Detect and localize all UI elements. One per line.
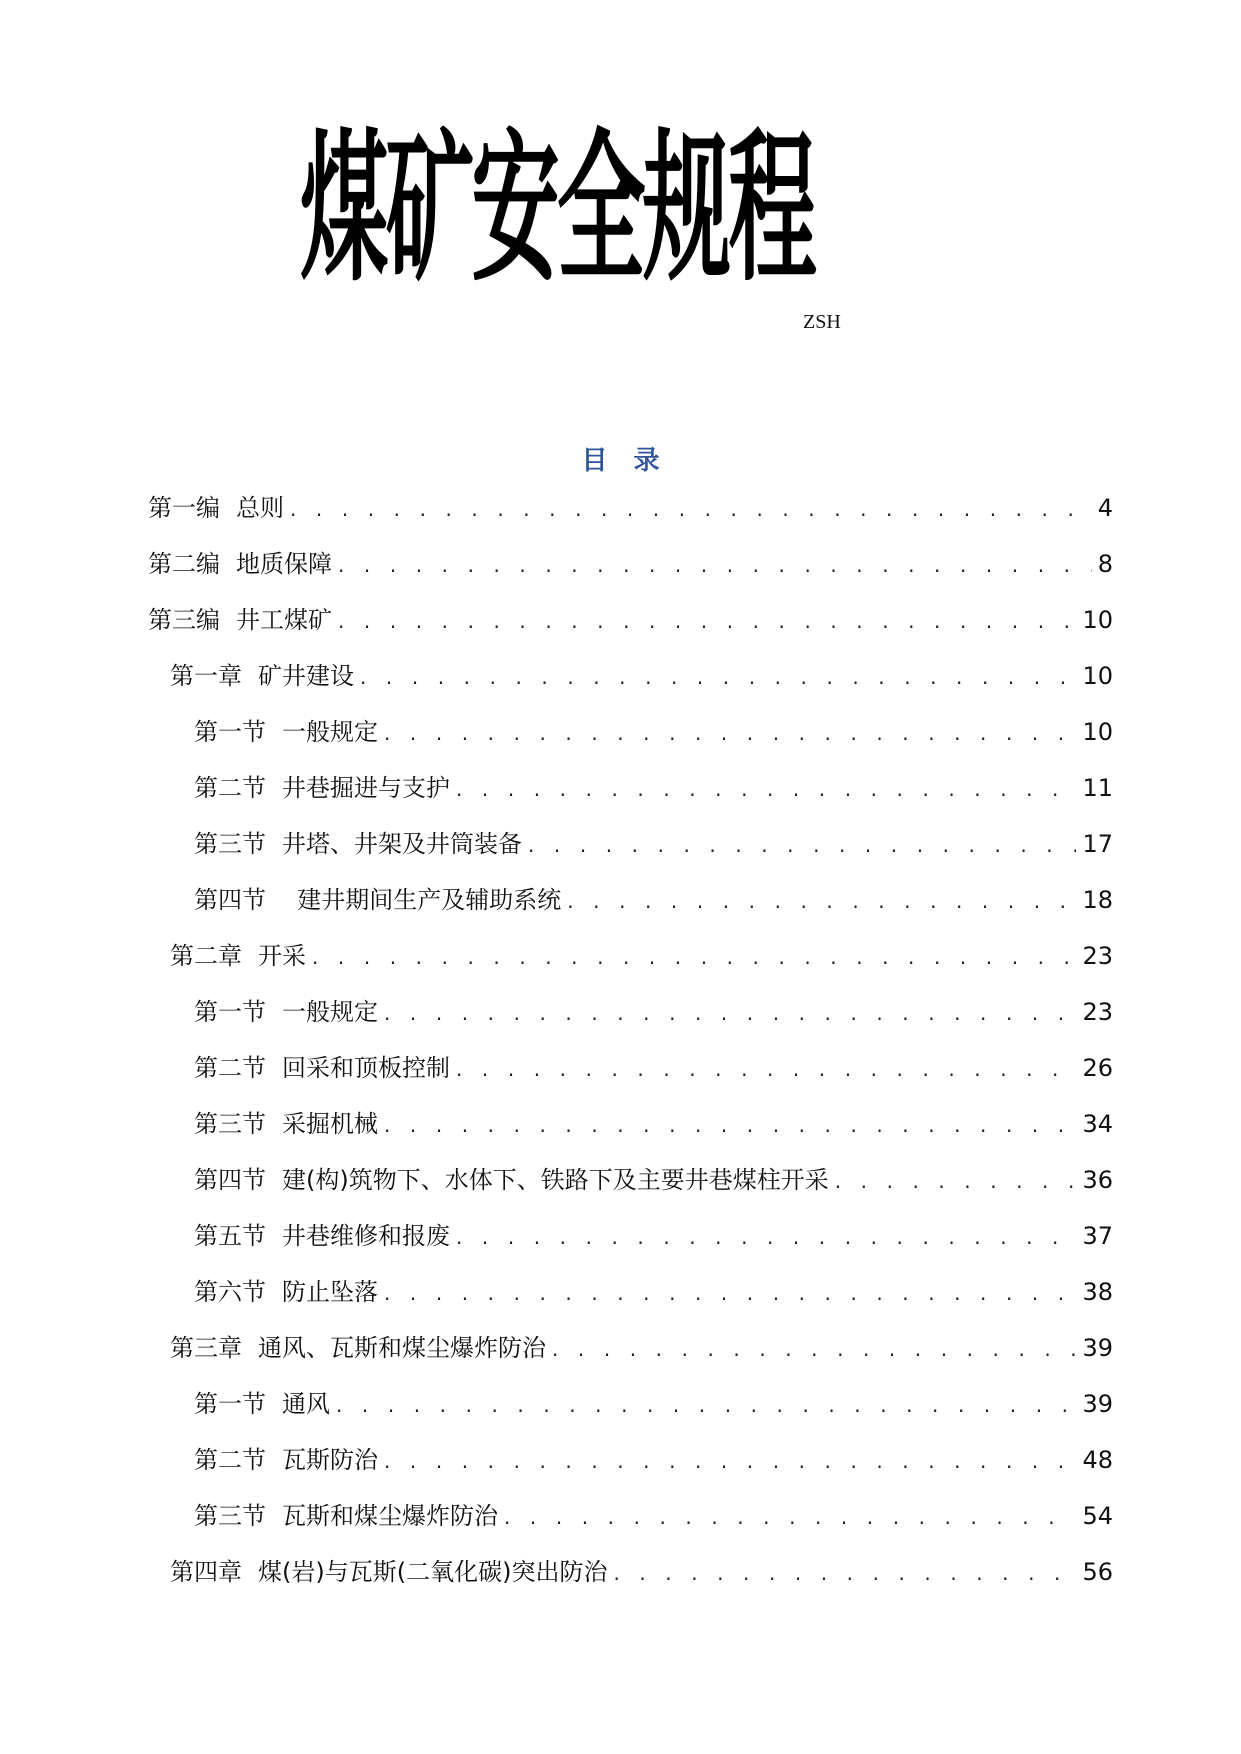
toc-entry[interactable] — [148, 717, 1113, 773]
toc-entry-page-number: 4 — [1097, 494, 1113, 522]
toc-entry-number: 第三节 — [194, 1110, 266, 1138]
toc-entry-number: 第一节 — [194, 998, 266, 1026]
toc-entry[interactable] — [148, 1389, 1113, 1445]
toc-entry-number: 第一节 — [194, 718, 266, 746]
toc-entry-page-number: 36 — [1082, 1166, 1113, 1194]
toc-entry[interactable] — [148, 1501, 1113, 1557]
toc-dot-leader — [338, 550, 1092, 580]
toc-entry[interactable] — [148, 493, 1113, 549]
toc-entry[interactable] — [148, 1165, 1113, 1221]
toc-entry-page-number: 26 — [1082, 1054, 1113, 1082]
toc-entry-title: 矿井建设 — [258, 662, 354, 690]
author-name: ZSH — [803, 311, 841, 333]
toc-dot-leader — [360, 662, 1076, 692]
toc-entry-page-number: 39 — [1082, 1390, 1113, 1418]
toc-dot-leader — [384, 998, 1076, 1028]
toc-entry-title: 瓦斯和煤尘爆炸防治 — [282, 1502, 498, 1530]
toc-dot-leader — [835, 1166, 1077, 1196]
toc-dot-leader — [456, 1054, 1076, 1084]
toc-dot-leader — [290, 494, 1092, 524]
toc-dot-leader — [384, 1446, 1076, 1476]
toc-entry-number: 第二节 — [194, 774, 266, 802]
toc-entry-number: 第六节 — [194, 1278, 266, 1306]
toc-entry[interactable] — [148, 773, 1113, 829]
toc-entry-title: 井塔、井架及井筒装备 — [282, 830, 522, 858]
toc-entry-title: 井巷维修和报废 — [282, 1222, 450, 1250]
toc-entry-title: 地质保障 — [236, 550, 332, 578]
toc-entry[interactable] — [148, 605, 1113, 661]
toc-dot-leader — [338, 606, 1076, 636]
toc-entry-number: 第四节 — [194, 886, 266, 914]
toc-entry-page-number: 10 — [1082, 606, 1113, 634]
toc-entry-title: 通风、瓦斯和煤尘爆炸防治 — [258, 1334, 546, 1362]
toc-entry-number: 第一节 — [194, 1390, 266, 1418]
toc-entry-number: 第三节 — [194, 830, 266, 858]
toc-entry-number: 第二章 — [170, 942, 242, 970]
toc-entry-title: 瓦斯防治 — [282, 1446, 378, 1474]
toc-entry-title: 通风 — [282, 1390, 330, 1418]
toc-entry-number: 第二节 — [194, 1054, 266, 1082]
toc-entry[interactable] — [148, 549, 1113, 605]
toc-entry-title: 建(构)筑物下、水体下、铁路下及主要井巷煤柱开采 — [282, 1166, 829, 1194]
toc-entry-page-number: 38 — [1082, 1278, 1113, 1306]
toc-dot-leader — [528, 830, 1076, 860]
toc-entry-page-number: 56 — [1082, 1558, 1113, 1586]
toc-entry[interactable] — [148, 885, 1113, 941]
toc-entry[interactable] — [148, 1445, 1113, 1501]
toc-entry[interactable] — [148, 1333, 1113, 1389]
toc-entry[interactable] — [148, 941, 1113, 997]
toc-entry-page-number: 48 — [1082, 1446, 1113, 1474]
table-of-contents — [148, 493, 1113, 1613]
toc-dot-leader — [456, 774, 1076, 804]
toc-entry-page-number: 34 — [1082, 1110, 1113, 1138]
toc-entry[interactable] — [148, 829, 1113, 885]
toc-entry-title: 一般规定 — [282, 718, 378, 746]
toc-entry-number: 第一编 — [148, 494, 220, 522]
toc-entry-number: 第四节 — [194, 1166, 266, 1194]
toc-dot-leader — [312, 942, 1076, 972]
toc-entry[interactable] — [148, 997, 1113, 1053]
toc-entry[interactable] — [148, 661, 1113, 717]
toc-entry-title: 采掘机械 — [282, 1110, 378, 1138]
toc-entry-number: 第三编 — [148, 606, 220, 634]
toc-entry-number: 第二编 — [148, 550, 220, 578]
toc-entry-title: 一般规定 — [282, 998, 378, 1026]
toc-dot-leader — [552, 1334, 1076, 1364]
toc-entry[interactable] — [148, 1053, 1113, 1109]
toc-entry-number: 第二节 — [194, 1446, 266, 1474]
toc-entry-number: 第三章 — [170, 1334, 242, 1362]
toc-entry-page-number: 18 — [1082, 886, 1113, 914]
toc-entry-page-number: 17 — [1082, 830, 1113, 858]
toc-entry-title: 煤(岩)与瓦斯(二氧化碳)突出防治 — [258, 1558, 608, 1586]
toc-entry-page-number: 23 — [1082, 942, 1113, 970]
toc-dot-leader — [336, 1390, 1076, 1420]
toc-entry-page-number: 8 — [1097, 550, 1113, 578]
toc-entry-number: 第五节 — [194, 1222, 266, 1250]
toc-entry-title: 建井期间生产及辅助系统 — [282, 886, 562, 914]
toc-entry[interactable] — [148, 1109, 1113, 1165]
toc-entry-page-number: 23 — [1082, 998, 1113, 1026]
toc-entry-number: 第四章 — [170, 1558, 242, 1586]
toc-dot-leader — [567, 886, 1076, 916]
toc-entry-page-number: 37 — [1082, 1222, 1113, 1250]
toc-dot-leader — [384, 1110, 1076, 1140]
toc-entry-number: 第一章 — [170, 662, 242, 690]
document-title: 煤矿安全规程 — [300, 112, 815, 304]
toc-entry-page-number: 39 — [1082, 1334, 1113, 1362]
toc-entry-number: 第三节 — [194, 1502, 266, 1530]
toc-dot-leader — [384, 1278, 1076, 1308]
toc-entry[interactable] — [148, 1221, 1113, 1277]
toc-entry-page-number: 11 — [1082, 774, 1113, 802]
toc-entry-title: 开采 — [258, 942, 306, 970]
toc-dot-leader — [613, 1558, 1076, 1588]
toc-dot-leader — [504, 1502, 1076, 1532]
toc-entry-title: 井工煤矿 — [236, 606, 332, 634]
toc-entry[interactable] — [148, 1277, 1113, 1333]
toc-entry-title: 防止坠落 — [282, 1278, 378, 1306]
toc-entry-page-number: 10 — [1082, 662, 1113, 690]
toc-dot-leader — [384, 718, 1076, 748]
toc-entry-title: 井巷掘进与支护 — [282, 774, 450, 802]
toc-heading: 目 录 — [581, 446, 660, 476]
toc-entry-title: 总则 — [236, 494, 284, 522]
toc-entry[interactable] — [148, 1557, 1113, 1613]
toc-entry-page-number: 10 — [1082, 718, 1113, 746]
toc-entry-title: 回采和顶板控制 — [282, 1054, 450, 1082]
toc-dot-leader — [456, 1222, 1076, 1252]
toc-entry-page-number: 54 — [1082, 1502, 1113, 1530]
